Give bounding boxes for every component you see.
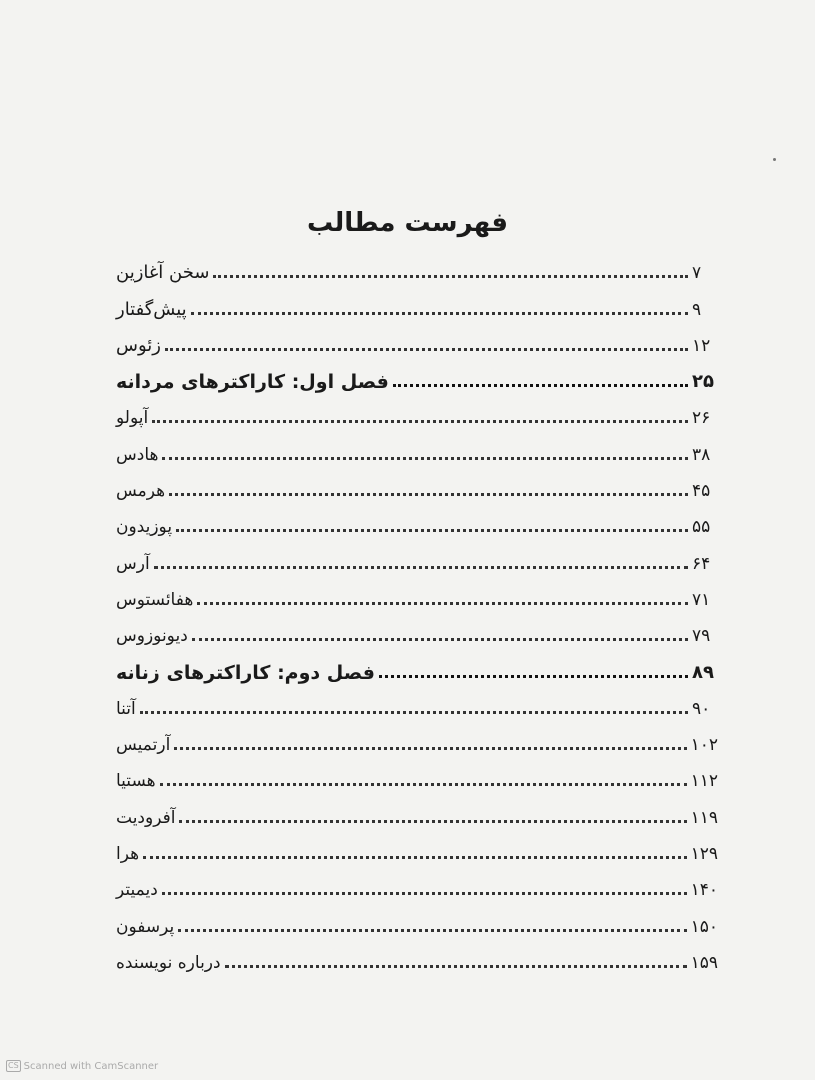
toc-row [112, 502, 718, 538]
toc-row [112, 684, 718, 720]
toc-row [112, 538, 718, 574]
toc-entry-label: پوزیدون [116, 517, 173, 538]
dot-leader [162, 457, 688, 460]
toc-row [112, 321, 718, 357]
dot-leader [165, 348, 688, 351]
toc-page-number: ۸۹ [692, 661, 714, 683]
toc-page-number: ۳۸ [692, 444, 711, 465]
toc-page-number: ۱۵۹ [690, 952, 718, 973]
toc-entry-label: هفائستوس [116, 589, 194, 610]
toc-page-number: ۶۴ [692, 553, 711, 574]
toc-page-number: ۹ [692, 299, 702, 320]
toc-entry-label: درباره نویسنده [116, 952, 221, 973]
toc-entry-label: آتنا [116, 698, 136, 719]
toc-chapter-row [112, 647, 718, 683]
toc-row [112, 756, 718, 792]
toc-entry-label: آفرودیت [116, 807, 176, 828]
toc-row [112, 611, 718, 647]
toc-page-number: ۷ [692, 263, 702, 284]
toc-title: فهرست مطالب [307, 208, 508, 238]
table-of-contents [112, 248, 718, 974]
dot-leader [140, 711, 688, 714]
toc-entry-label: آرتمیس [116, 735, 171, 756]
toc-row [112, 720, 718, 756]
dot-leader [379, 675, 688, 678]
dot-leader [178, 929, 686, 932]
dot-leader [160, 783, 687, 786]
camscanner-icon: CS [8, 1061, 19, 1070]
scan-speck [773, 158, 776, 161]
toc-page-number: ۱۲ [692, 335, 711, 356]
toc-row [112, 284, 718, 320]
dot-leader [393, 384, 688, 387]
toc-row [112, 429, 718, 465]
dot-leader [169, 493, 688, 496]
dot-leader [174, 747, 686, 750]
dot-leader [143, 856, 687, 859]
dot-leader [179, 820, 686, 823]
toc-page-number: ۷۱ [692, 589, 711, 610]
watermark-text: Scanned with CamScanner [23, 1060, 159, 1072]
toc-row [112, 901, 718, 937]
dot-leader [225, 965, 687, 968]
toc-entry-label: آپولو [116, 408, 149, 429]
toc-entry-label: پرسفون [116, 916, 175, 937]
dot-leader [191, 312, 688, 315]
toc-row [112, 829, 718, 865]
dot-leader [152, 420, 688, 423]
toc-page-number: ۱۵۰ [690, 916, 718, 937]
toc-entry-label: زئوس [116, 334, 161, 356]
toc-chapter-row [112, 357, 718, 393]
toc-entry-label: آرس [116, 553, 150, 574]
toc-page-number: ۲۵ [692, 371, 714, 393]
toc-entry-label: دیمیتر [116, 880, 158, 901]
toc-entry-label: هادس [116, 444, 159, 465]
toc-entry-label: هرمس [116, 481, 166, 502]
toc-entry-label: دیونوزوس [116, 626, 188, 647]
toc-page-number: ۹۰ [692, 698, 711, 719]
toc-row [112, 393, 718, 429]
toc-page-number: ۱۴۰ [690, 880, 718, 901]
toc-row [112, 575, 718, 611]
toc-entry-label: سخن آغازین [116, 262, 210, 284]
toc-page-number: ۲۶ [692, 408, 711, 429]
toc-entry-label: فصل اول: کاراکترهای مردانه [116, 371, 389, 394]
toc-row [112, 248, 718, 284]
dot-leader [192, 638, 688, 641]
dot-leader [197, 602, 688, 605]
toc-page-number: ۱۱۲ [690, 771, 718, 792]
toc-page-number: ۵۵ [692, 517, 711, 538]
toc-entry-label: هرا [116, 844, 140, 865]
toc-page-number: ۱۲۹ [690, 844, 718, 865]
toc-page-number: ۷۹ [692, 626, 711, 647]
toc-entry-label: فصل دوم: کاراکترهای زنانه [116, 661, 375, 684]
toc-row [112, 466, 718, 502]
dot-leader [162, 892, 687, 895]
toc-row [112, 865, 718, 901]
toc-page-number: ۱۱۹ [690, 807, 718, 828]
dot-leader [213, 275, 688, 278]
toc-row [112, 938, 718, 974]
scanner-watermark [6, 1060, 158, 1072]
toc-row [112, 792, 718, 828]
toc-entry-label: هستیا [116, 771, 156, 792]
toc-page-number: ۴۵ [692, 481, 711, 502]
toc-page-number: ۱۰۲ [690, 735, 718, 756]
toc-entry-label: پیش‌گفتار [116, 298, 187, 320]
dot-leader [176, 529, 688, 532]
dot-leader [154, 566, 688, 569]
